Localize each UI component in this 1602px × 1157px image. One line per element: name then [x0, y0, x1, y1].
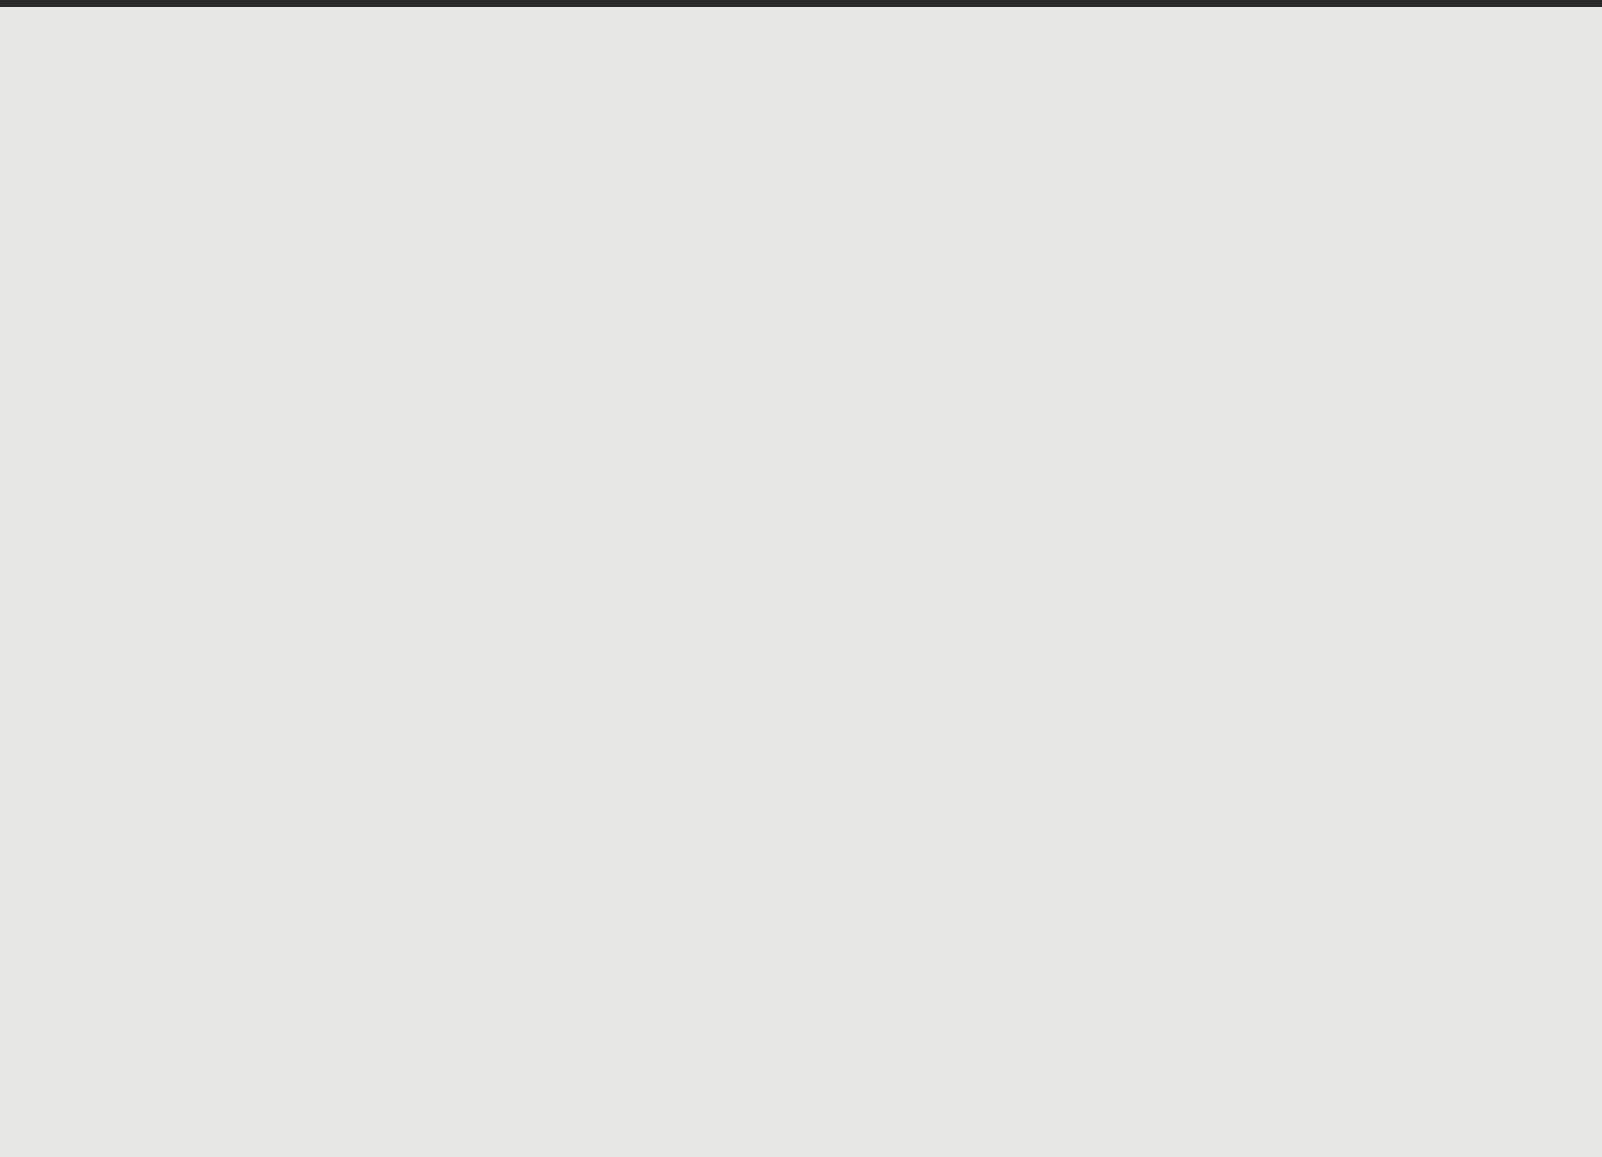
side-stamp	[42, 95, 66, 185]
top-edge-bar	[0, 0, 1602, 7]
